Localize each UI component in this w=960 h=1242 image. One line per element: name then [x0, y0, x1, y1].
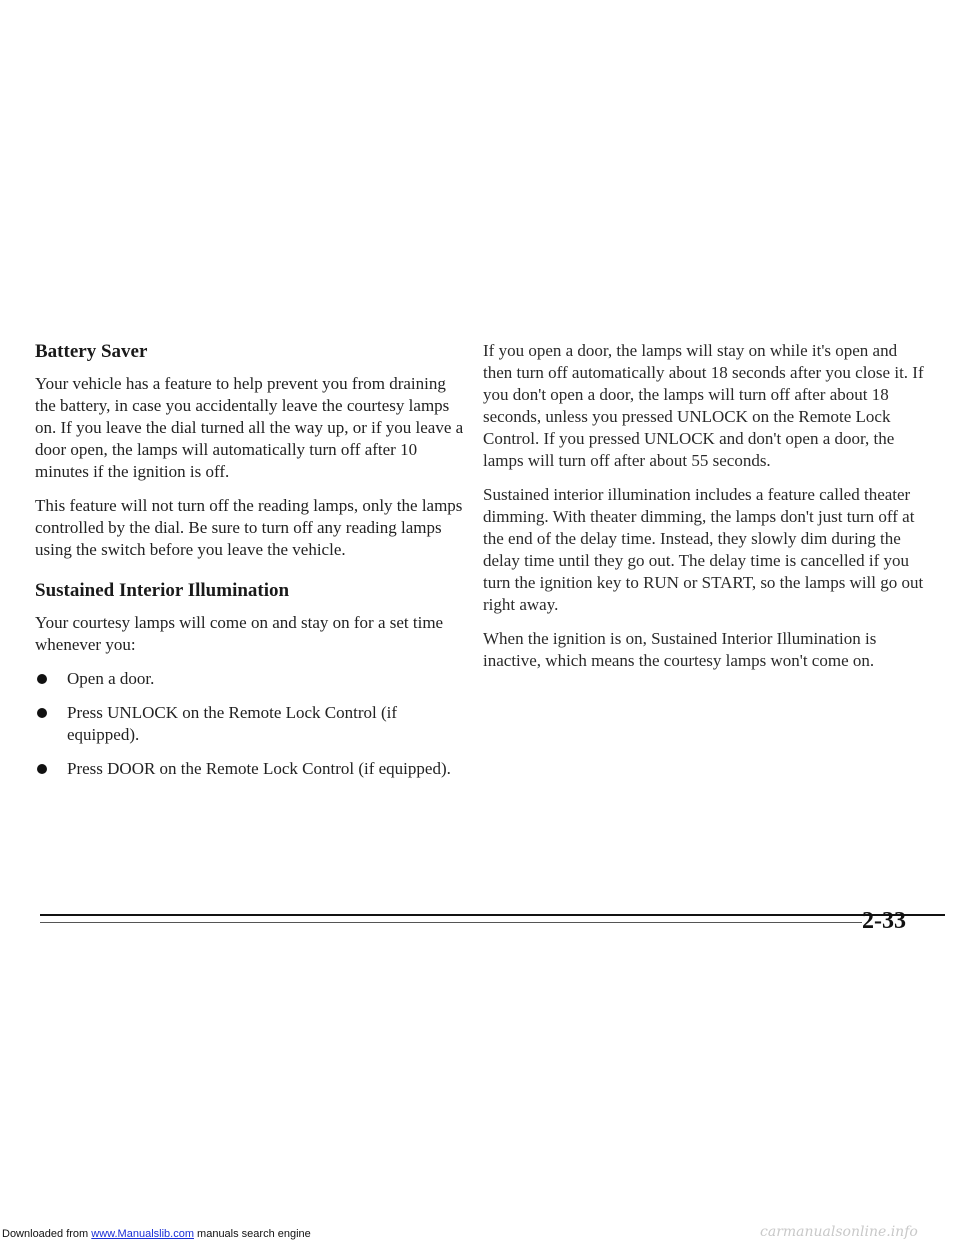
right-paragraph-3: When the ignition is on, Sustained Interior Illumination is inactive, which means the courtesy lamps won't come on.: [483, 629, 877, 670]
footer-suffix: manuals search engine: [193, 1228, 311, 1240]
sustained-illumination-heading: Sustained Interior Illumination: [35, 580, 290, 601]
footer-prefix: Downloaded from: [2, 1228, 92, 1240]
footer-rule-thin: [40, 922, 862, 923]
right-paragraph-1: If you open a door, the lamps will stay on while it's open and then turn off automatically about 18 seconds after you close it. If you don't open a door, the lamps will turn off after about 18 seconds, unless you pressed UNLOCK on the Remote Lock Control. If you pressed UNLOCK and don't open a door, the lamps will turn off after about 55 seconds.: [483, 341, 924, 470]
list-item: [35, 702, 465, 746]
battery-saver-heading: Battery Saver: [35, 341, 148, 362]
list-item-text: Press UNLOCK on the Remote Lock Control (if equipped).: [67, 703, 398, 744]
battery-saver-paragraph-1: Your vehicle has a feature to help prevent you from draining the battery, in case you accidentally leave the courtesy lamps on. If you leave the dial turned all the way up, or if you leave a door open, the lamps will automatically turn off after 10 minutes if the ignition is off.: [35, 374, 464, 481]
right-column: [483, 340, 928, 684]
list-item-text: Open a door.: [67, 669, 155, 688]
sustained-illumination-intro: Your courtesy lamps will come on and stay on for a set time whenever you:: [35, 613, 444, 654]
watermark-text: carmanualsonline.info: [760, 1224, 918, 1240]
right-paragraph-2: Sustained interior illumination includes a feature called theater dimming. With theater dimming, the lamps don't just turn off at the end of the delay time. Instead, they slowly dim during the delay time until they go out. The delay time is cancelled if you turn the ignition key to RUN or START, so the lamps will go out right away.: [483, 485, 924, 614]
footer-rule-thick: [40, 914, 945, 916]
manualslib-link[interactable]: www.Manualslib.com: [91, 1228, 194, 1240]
bullet-icon: [37, 764, 47, 774]
download-footer: [2, 1228, 311, 1240]
list-item: [35, 758, 465, 780]
battery-saver-paragraph-2: This feature will not turn off the reading lamps, only the lamps controlled by the dial. Be sure to turn off any reading lamps using the switch before you leave the vehicle.: [35, 496, 463, 559]
list-item: [35, 668, 465, 690]
bullet-list: [35, 668, 465, 780]
left-column: [35, 340, 465, 792]
list-item-text: Press DOOR on the Remote Lock Control (if equipped).: [67, 759, 451, 778]
bullet-icon: [37, 674, 47, 684]
page-number: 2-33: [862, 908, 906, 934]
bullet-icon: [37, 708, 47, 718]
